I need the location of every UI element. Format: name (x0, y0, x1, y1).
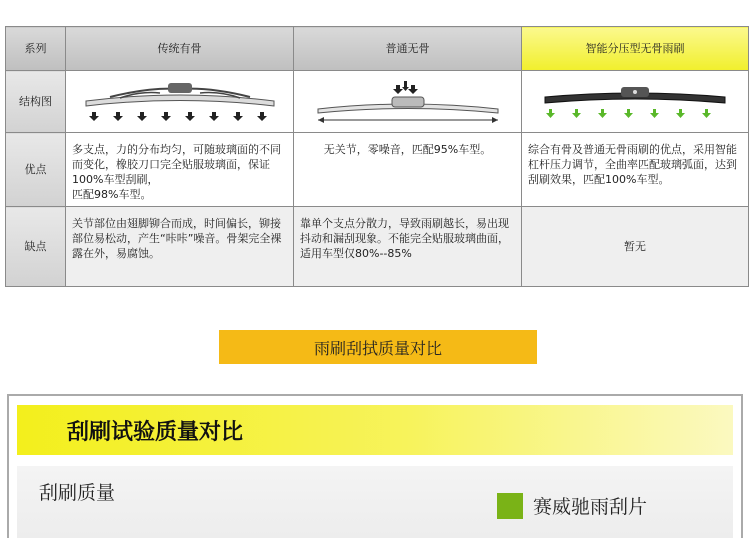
comparison-table (5, 26, 749, 287)
header-traditional: 传统有骨 (66, 27, 294, 71)
traditional-wiper-diagram (80, 79, 280, 125)
boneless-wiper-diagram (308, 79, 508, 125)
table-row-structure (6, 71, 749, 133)
pros-boneless: 无关节，零噪音，匹配95%车型。 (294, 133, 522, 207)
structure-traditional (66, 71, 294, 133)
pros-smart: 综合有骨及普通无骨雨刷的优点，采用智能杠杆压力调节，全曲率匹配玻璃弧面，达到刮刷效果，匹配100%车型。 (522, 133, 749, 207)
subtitle-part2: 刮拭质量对比 (346, 338, 443, 358)
table-row-pros (6, 133, 749, 207)
test-title: 刮刷试验质量对比 (17, 405, 733, 455)
quality-label: 刮刷质量 (39, 482, 116, 504)
structure-smart (522, 71, 749, 133)
smart-wiper-diagram (535, 79, 735, 125)
subtitle-part1: 雨刷 (313, 338, 346, 358)
section-subtitle-bar (219, 330, 537, 364)
pros-traditional: 多支点，力的分布均匀，可随玻璃面的不同而变化，橡胶刀口完全贴服玻璃面，保证100%车型刮刷， 匹配98%车型。 (66, 133, 294, 207)
cons-traditional: 关节部位由翅脚铆合而成，时间偏长，铆接部位易松动，产生“咔咔”噪音。骨架完全裸露在外，易腐蚀。 (66, 207, 294, 287)
cons-boneless: 靠单个支点分散力，导致雨刷越长，易出现抖动和漏刮现象。不能完全贴服玻璃曲面，适用车型仅80%--85% (294, 207, 522, 287)
test-comparison-panel (7, 394, 743, 538)
legend (497, 492, 647, 519)
test-body (17, 466, 733, 538)
cons-smart: 暂无 (522, 207, 749, 287)
header-series: 系列 (6, 27, 66, 71)
row-label-pros: 优点 (6, 133, 66, 207)
legend-label: 赛威驰雨刮片 (533, 496, 648, 518)
header-boneless: 普通无骨 (294, 27, 522, 71)
table-header-row (6, 27, 749, 71)
legend-swatch-icon (497, 493, 523, 519)
table-row-cons (6, 207, 749, 287)
header-smart: 智能分压型无骨雨刷 (522, 27, 749, 71)
structure-boneless (294, 71, 522, 133)
row-label-structure: 结构图 (6, 71, 66, 133)
row-label-cons: 缺点 (6, 207, 66, 287)
